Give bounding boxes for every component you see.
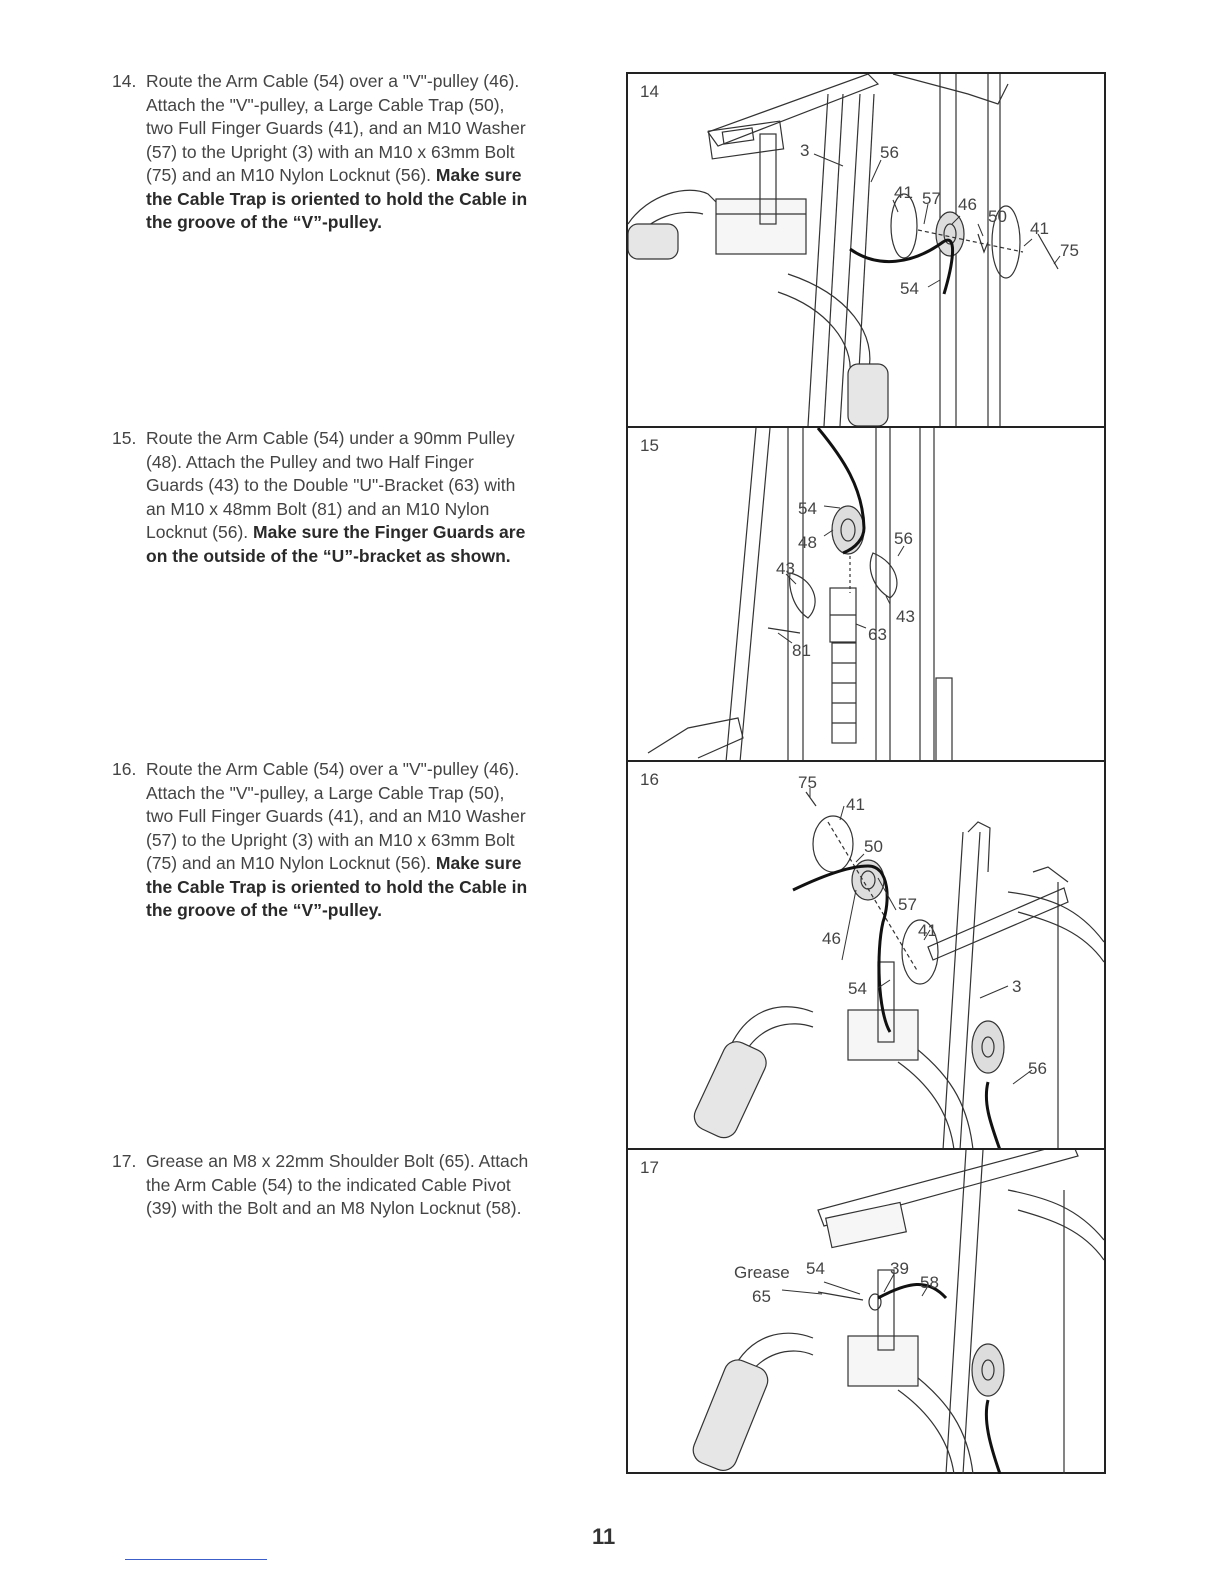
step-line xyxy=(112,521,592,545)
figure-15-label-56: 56 xyxy=(894,529,913,548)
step-line-bold-text: Make sure xyxy=(431,853,522,873)
step-line-text: Locknut (56). xyxy=(146,522,249,542)
figure-16-panel xyxy=(628,760,1104,1150)
step-line-text: Route the Arm Cable (54) over a "V"-pulley (46). xyxy=(146,71,520,91)
step-line xyxy=(112,427,592,451)
figure-14-label-50: 50 xyxy=(988,207,1007,226)
step-line-text: Route the Arm Cable (54) under a 90mm Pulley xyxy=(146,428,515,448)
step-line xyxy=(112,451,592,475)
figure-14-label-57: 57 xyxy=(922,189,941,208)
figure-17-label-grease: Grease xyxy=(734,1263,790,1282)
step-line-text: two Full Finger Guards (41), and an M10 Washer xyxy=(146,118,526,138)
figure-14-panel xyxy=(628,74,1104,426)
step-line-text: an M10 x 48mm Bolt (81) and an M10 Nylon xyxy=(146,498,490,519)
figure-16-drawing xyxy=(628,762,1104,1150)
step-line-text: Attach the "V"-pulley, a Large Cable Trap (50), xyxy=(146,94,505,115)
figure-15-label-48: 48 xyxy=(798,533,817,552)
figure-14-label-46: 46 xyxy=(958,195,977,214)
figure-16-number: 16 xyxy=(640,770,659,789)
figure-15-label-43b: 43 xyxy=(896,607,915,626)
step-line-text: Route the Arm Cable (54) over a "V"-pulley (46). xyxy=(146,759,520,779)
step-line-text: (57) to the Upright (3) with an M10 x 63mm Bolt xyxy=(146,829,515,850)
step-line-text: (75) and an M10 Nylon Locknut (56). xyxy=(146,165,432,185)
figure-16-label-75: 75 xyxy=(798,773,817,792)
figure-16-label-57: 57 xyxy=(898,895,917,914)
step-line-text: Attach the "V"-pulley, a Large Cable Trap (50), xyxy=(146,782,505,803)
step-line xyxy=(112,782,592,806)
figure-15-number: 15 xyxy=(640,436,659,455)
figure-15-label-81: 81 xyxy=(792,641,811,660)
step-line xyxy=(112,829,592,853)
figure-17-label-54: 54 xyxy=(806,1259,825,1278)
step-line-text: Guards (43) to the Double "U"-Bracket (63) with xyxy=(146,475,516,495)
step-number: 14. xyxy=(112,71,137,91)
step-line xyxy=(112,805,592,829)
footer-rule xyxy=(125,1559,267,1560)
step-line xyxy=(112,188,592,212)
figure-16-label-3: 3 xyxy=(1012,977,1022,996)
figure-17-drawing xyxy=(628,1150,1104,1474)
step-line-bold-text: the Cable Trap is oriented to hold the Cable in xyxy=(146,188,528,209)
step-line-bold-text: the groove of the “V”-pulley. xyxy=(146,900,382,920)
figure-17-label-39: 39 xyxy=(890,1259,909,1278)
step-line xyxy=(112,474,592,498)
figure-16-label-41b: 41 xyxy=(918,921,937,940)
step-line xyxy=(112,1150,592,1174)
figure-17-panel xyxy=(628,1148,1104,1474)
step-line xyxy=(112,1197,592,1221)
figure-14-label-56: 56 xyxy=(880,143,899,162)
step-line xyxy=(112,141,592,165)
figure-14-label-75: 75 xyxy=(1060,241,1079,260)
step-16-text xyxy=(112,758,592,923)
figure-16-label-50: 50 xyxy=(864,837,883,856)
step-line-text: Grease an M8 x 22mm Shoulder Bolt (65). Attach xyxy=(146,1151,529,1171)
figure-15-label-63: 63 xyxy=(868,625,887,644)
step-line-text: the Arm Cable (54) to the indicated Cable Pivot xyxy=(146,1174,511,1195)
step-line-bold-text: on the outside of the “U”-bracket as shown. xyxy=(146,545,511,566)
step-line xyxy=(112,211,592,235)
step-15-text xyxy=(112,427,592,568)
figure-17-number: 17 xyxy=(640,1158,659,1177)
step-line xyxy=(112,545,592,569)
figure-frame xyxy=(626,72,1106,1474)
figure-16-label-56: 56 xyxy=(1028,1059,1047,1078)
step-line xyxy=(112,164,592,188)
step-line xyxy=(112,70,592,94)
step-line-bold-text: Make sure the Finger Guards are xyxy=(248,522,526,542)
step-line-text: (57) to the Upright (3) with an M10 x 63mm Bolt xyxy=(146,141,515,162)
figure-17-label-65: 65 xyxy=(752,1287,771,1306)
page-number: 11 xyxy=(592,1524,616,1549)
figure-14-label-41: 41 xyxy=(894,183,913,202)
step-line xyxy=(112,117,592,141)
figure-14-label-54: 54 xyxy=(900,279,919,298)
figure-16-label-54: 54 xyxy=(848,979,867,998)
step-line xyxy=(112,852,592,876)
step-line xyxy=(112,758,592,782)
step-line xyxy=(112,899,592,923)
step-line-bold-text: the Cable Trap is oriented to hold the Cable in xyxy=(146,876,528,897)
step-line-text: (75) and an M10 Nylon Locknut (56). xyxy=(146,853,432,873)
figure-16-label-41: 41 xyxy=(846,795,865,814)
figure-14-label-41b: 41 xyxy=(1030,219,1049,238)
step-line-text: two Full Finger Guards (41), and an M10 Washer xyxy=(146,806,526,826)
figure-15-panel xyxy=(628,426,1104,762)
step-number: 15. xyxy=(112,428,137,448)
figure-15-drawing xyxy=(628,428,1104,762)
step-line-bold-text: Make sure xyxy=(431,165,522,185)
step-17-text xyxy=(112,1150,592,1221)
step-line-text: (39) with the Bolt and an M8 Nylon Locknut (58). xyxy=(146,1198,522,1218)
step-line-text: (48). Attach the Pulley and two Half Finger xyxy=(146,451,474,472)
step-line xyxy=(112,1174,592,1198)
step-line-bold-text: the groove of the “V”-pulley. xyxy=(146,212,382,232)
figure-14-label-3: 3 xyxy=(800,141,810,160)
figure-17-label-58: 58 xyxy=(920,1273,939,1292)
figure-14-number: 14 xyxy=(640,82,659,101)
step-line xyxy=(112,498,592,522)
figure-14-drawing xyxy=(628,74,1104,426)
figure-16-label-46: 46 xyxy=(822,929,841,948)
step-14-text xyxy=(112,70,592,235)
step-number: 17. xyxy=(112,1151,137,1171)
step-line xyxy=(112,94,592,118)
figure-15-label-54: 54 xyxy=(798,499,817,518)
figure-15-label-43a: 43 xyxy=(776,559,795,578)
step-line xyxy=(112,876,592,900)
step-number: 16. xyxy=(112,759,137,779)
